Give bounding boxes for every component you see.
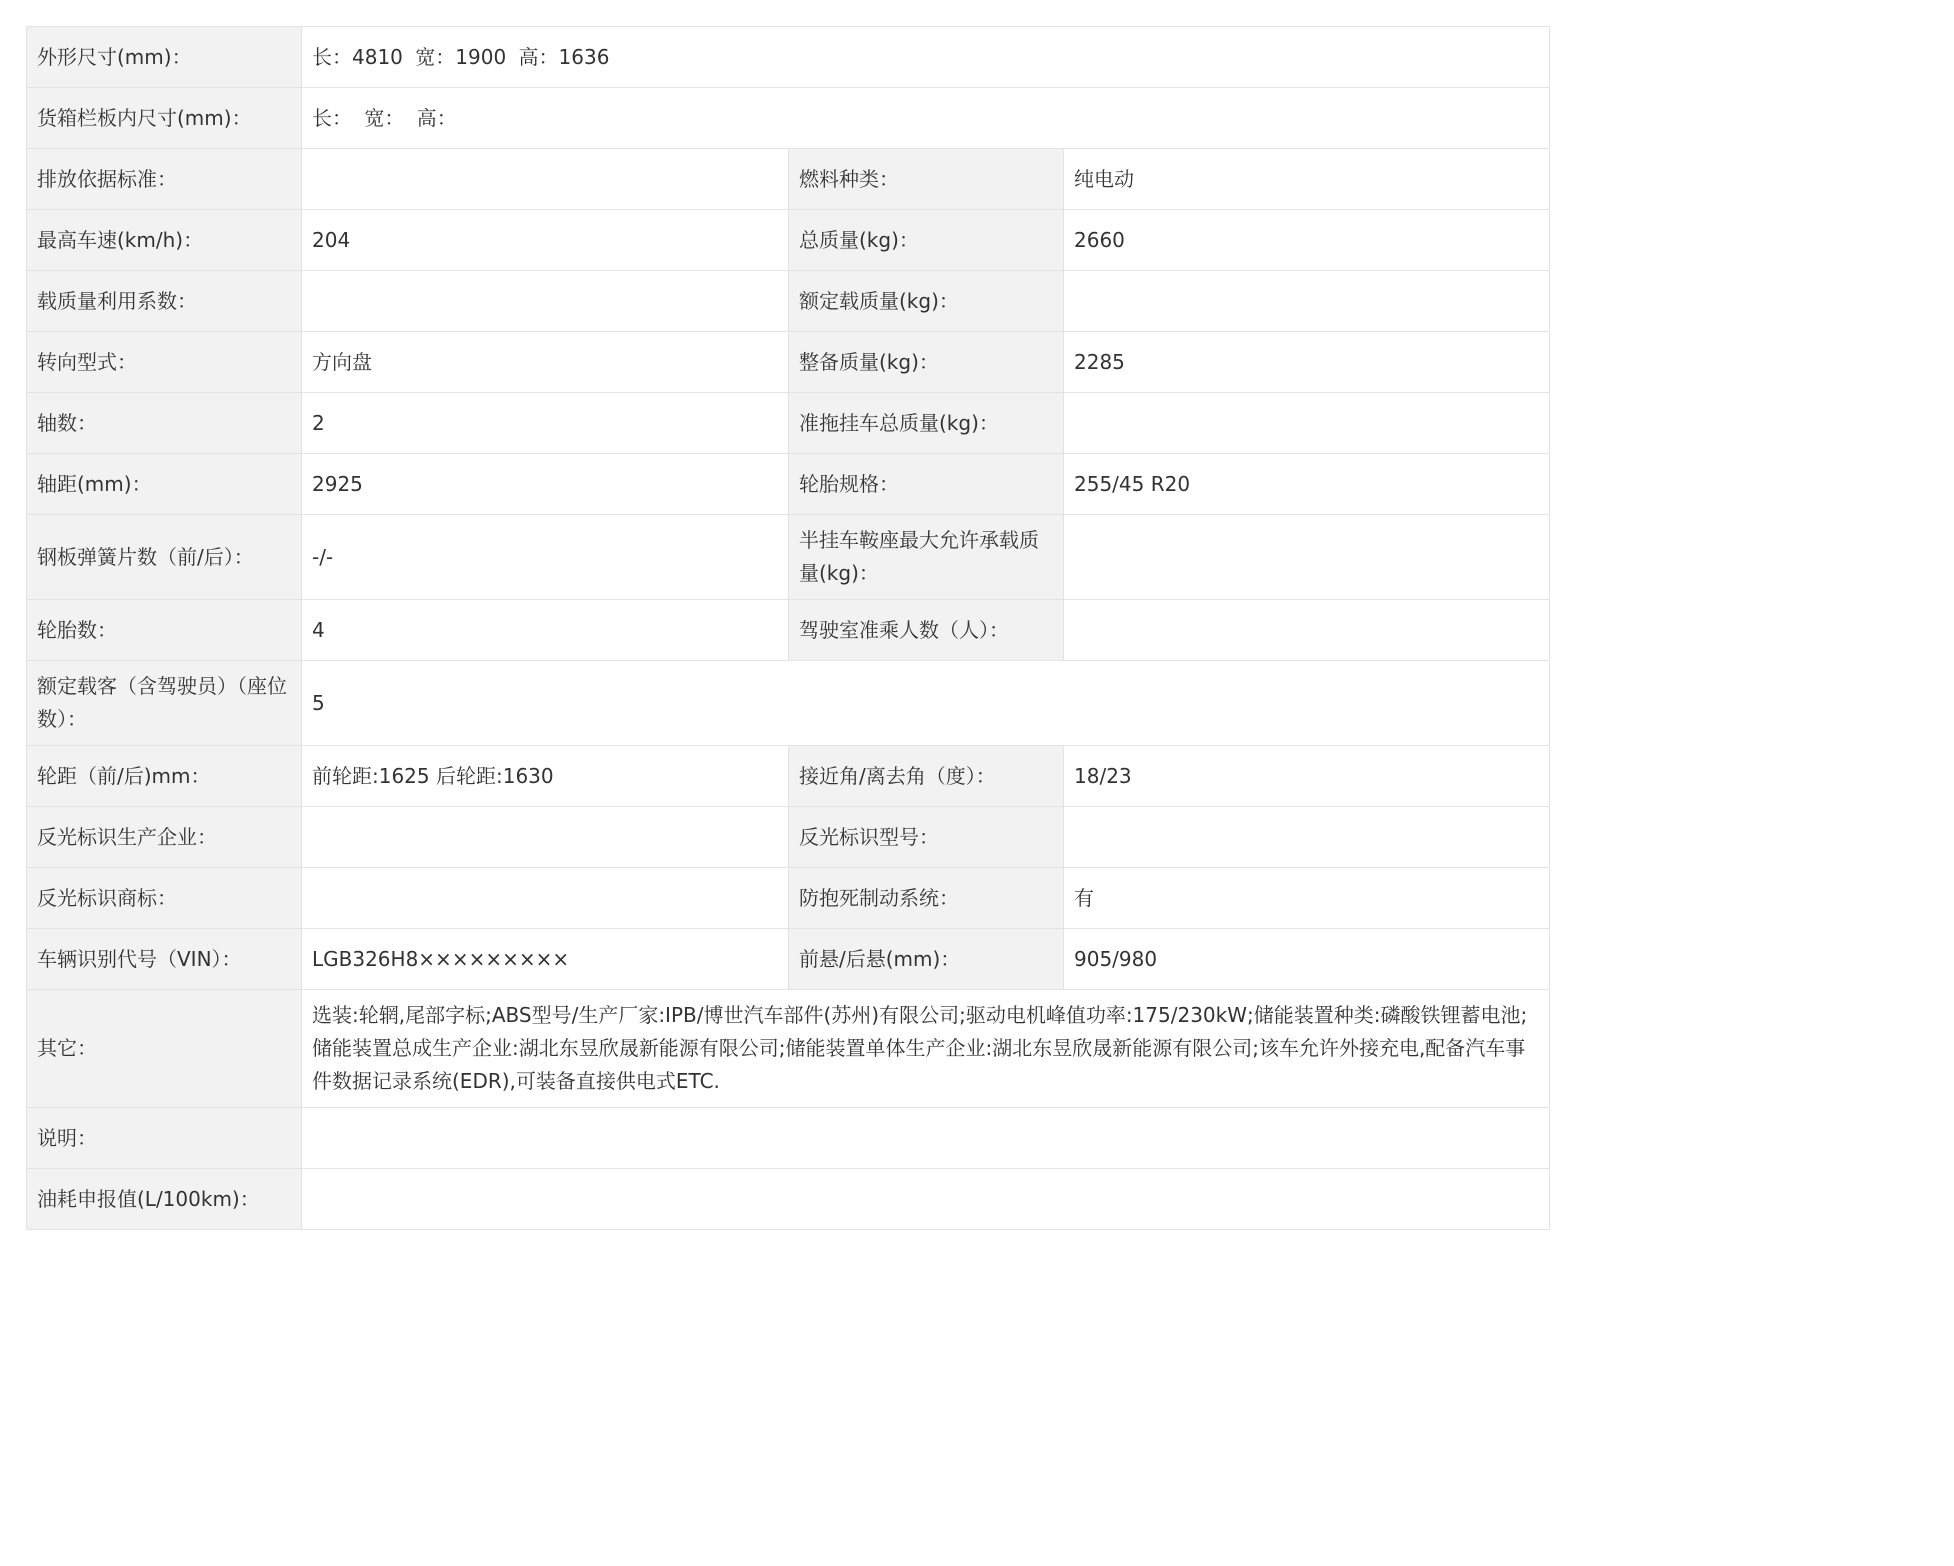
- row-label-leaf-springs: 钢板弹簧片数（前/后）：: [27, 515, 302, 600]
- row-label-approach-departure-angle: 接近角/离去角（度）：: [789, 746, 1064, 807]
- cargo-length-label: 长：: [312, 105, 352, 130]
- table-row: [27, 210, 1550, 271]
- row-label-vin: 车辆识别代号（VIN）：: [27, 929, 302, 990]
- row-label-emission-standard: 排放依据标准：: [27, 149, 302, 210]
- row-value-wheelbase: 2925: [302, 454, 789, 515]
- vehicle-spec-table: [26, 26, 1550, 1230]
- row-value-trailer-mass: [1064, 393, 1550, 454]
- row-label-notes: 说明：: [27, 1108, 302, 1169]
- height-value: 1636: [558, 44, 610, 69]
- row-label-reflector-maker: 反光标识生产企业：: [27, 807, 302, 868]
- row-value-leaf-springs: -/-: [302, 515, 789, 600]
- table-row: [27, 807, 1550, 868]
- row-value-other: 选装:轮辋,尾部字标;ABS型号/生产厂家:IPB/博世汽车部件(苏州)有限公司;驱动电机峰值功率:175/230kW;储能装置种类:磷酸铁锂蓄电池;储能装置总成生产企业:湖北东昱欣晟新能源有限公司;储能装置单体生产企业:湖北东昱欣晟新能源有限公司;该车允许外接充电,配备汽车事件数据记录系统(EDR),可装备直接供电式ETC.: [302, 990, 1550, 1108]
- row-label-reflector-brand: 反光标识商标：: [27, 868, 302, 929]
- row-value-vin: LGB326H8×××××××××: [302, 929, 789, 990]
- table-row: [27, 393, 1550, 454]
- row-label-load-utilization: 载质量利用系数：: [27, 271, 302, 332]
- row-value-track-width: 前轮距:1625 后轮距:1630: [302, 746, 789, 807]
- row-value-curb-mass: 2285: [1064, 332, 1550, 393]
- row-label-gross-mass: 总质量(kg)：: [789, 210, 1064, 271]
- table-row: [27, 929, 1550, 990]
- row-value-reflector-model: [1064, 807, 1550, 868]
- table-row: [27, 149, 1550, 210]
- cargo-width-label: 宽：: [364, 105, 405, 130]
- table-row: [27, 27, 1550, 88]
- width-label: 宽：: [415, 44, 456, 69]
- row-label-fuel-consumption: 油耗申报值(L/100km)：: [27, 1169, 302, 1230]
- table-row: [27, 515, 1550, 600]
- table-row: [27, 990, 1550, 1108]
- row-value-rated-load: [1064, 271, 1550, 332]
- row-value-reflector-brand: [302, 868, 789, 929]
- row-value-rated-passengers: 5: [302, 661, 1550, 746]
- table-row: [27, 454, 1550, 515]
- width-value: 1900: [455, 44, 507, 69]
- row-label-tire-spec: 轮胎规格：: [789, 454, 1064, 515]
- row-label-axles: 轴数：: [27, 393, 302, 454]
- table-row: [27, 868, 1550, 929]
- row-value-fuel-consumption: [302, 1169, 1550, 1230]
- table-row: [27, 600, 1550, 661]
- row-label-steering: 转向型式：: [27, 332, 302, 393]
- row-value-max-speed: 204: [302, 210, 789, 271]
- row-label-saddle-load: 半挂车鞍座最大允许承载质量(kg)：: [789, 515, 1064, 600]
- row-label-rated-passengers: 额定载客（含驾驶员）（座位数）：: [27, 661, 302, 746]
- row-value-cab-occupants: [1064, 600, 1550, 661]
- row-value-abs: 有: [1064, 868, 1550, 929]
- row-label-fuel-type: 燃料种类：: [789, 149, 1064, 210]
- row-value-load-utilization: [302, 271, 789, 332]
- row-label-exterior-dimensions: 外形尺寸(mm)：: [27, 27, 302, 88]
- row-label-tire-count: 轮胎数：: [27, 600, 302, 661]
- row-value-axles: 2: [302, 393, 789, 454]
- row-label-overhang: 前悬/后悬(mm)：: [789, 929, 1064, 990]
- row-label-curb-mass: 整备质量(kg)：: [789, 332, 1064, 393]
- row-value-overhang: 905/980: [1064, 929, 1550, 990]
- row-value-tire-spec: 255/45 R20: [1064, 454, 1550, 515]
- table-row: [27, 1169, 1550, 1230]
- height-label: 高：: [518, 44, 559, 69]
- row-value-notes: [302, 1108, 1550, 1169]
- table-row: [27, 332, 1550, 393]
- table-row: [27, 661, 1550, 746]
- table-row: [27, 88, 1550, 149]
- row-value-approach-departure-angle: 18/23: [1064, 746, 1550, 807]
- row-label-trailer-mass: 准拖挂车总质量(kg)：: [789, 393, 1064, 454]
- cargo-height-label: 高：: [416, 105, 457, 130]
- row-value-gross-mass: 2660: [1064, 210, 1550, 271]
- length-label: 长：: [312, 44, 352, 69]
- table-row: [27, 271, 1550, 332]
- row-label-max-speed: 最高车速(km/h)：: [27, 210, 302, 271]
- row-value-exterior-dimensions: [302, 27, 1550, 88]
- row-label-rated-load: 额定载质量(kg)：: [789, 271, 1064, 332]
- row-value-steering: 方向盘: [302, 332, 789, 393]
- row-value-reflector-maker: [302, 807, 789, 868]
- row-label-track-width: 轮距（前/后)mm：: [27, 746, 302, 807]
- table-row: [27, 1108, 1550, 1169]
- row-value-emission-standard: [302, 149, 789, 210]
- row-label-reflector-model: 反光标识型号：: [789, 807, 1064, 868]
- row-label-cargo-dimensions: 货箱栏板内尺寸(mm)：: [27, 88, 302, 149]
- row-value-fuel-type: 纯电动: [1064, 149, 1550, 210]
- length-value: 4810: [352, 44, 403, 69]
- row-value-tire-count: 4: [302, 600, 789, 661]
- row-value-cargo-dimensions: [302, 88, 1550, 149]
- row-value-saddle-load: [1064, 515, 1550, 600]
- row-label-abs: 防抱死制动系统：: [789, 868, 1064, 929]
- row-label-cab-occupants: 驾驶室准乘人数（人）：: [789, 600, 1064, 661]
- table-row: [27, 746, 1550, 807]
- row-label-wheelbase: 轴距(mm)：: [27, 454, 302, 515]
- row-label-other: 其它：: [27, 990, 302, 1108]
